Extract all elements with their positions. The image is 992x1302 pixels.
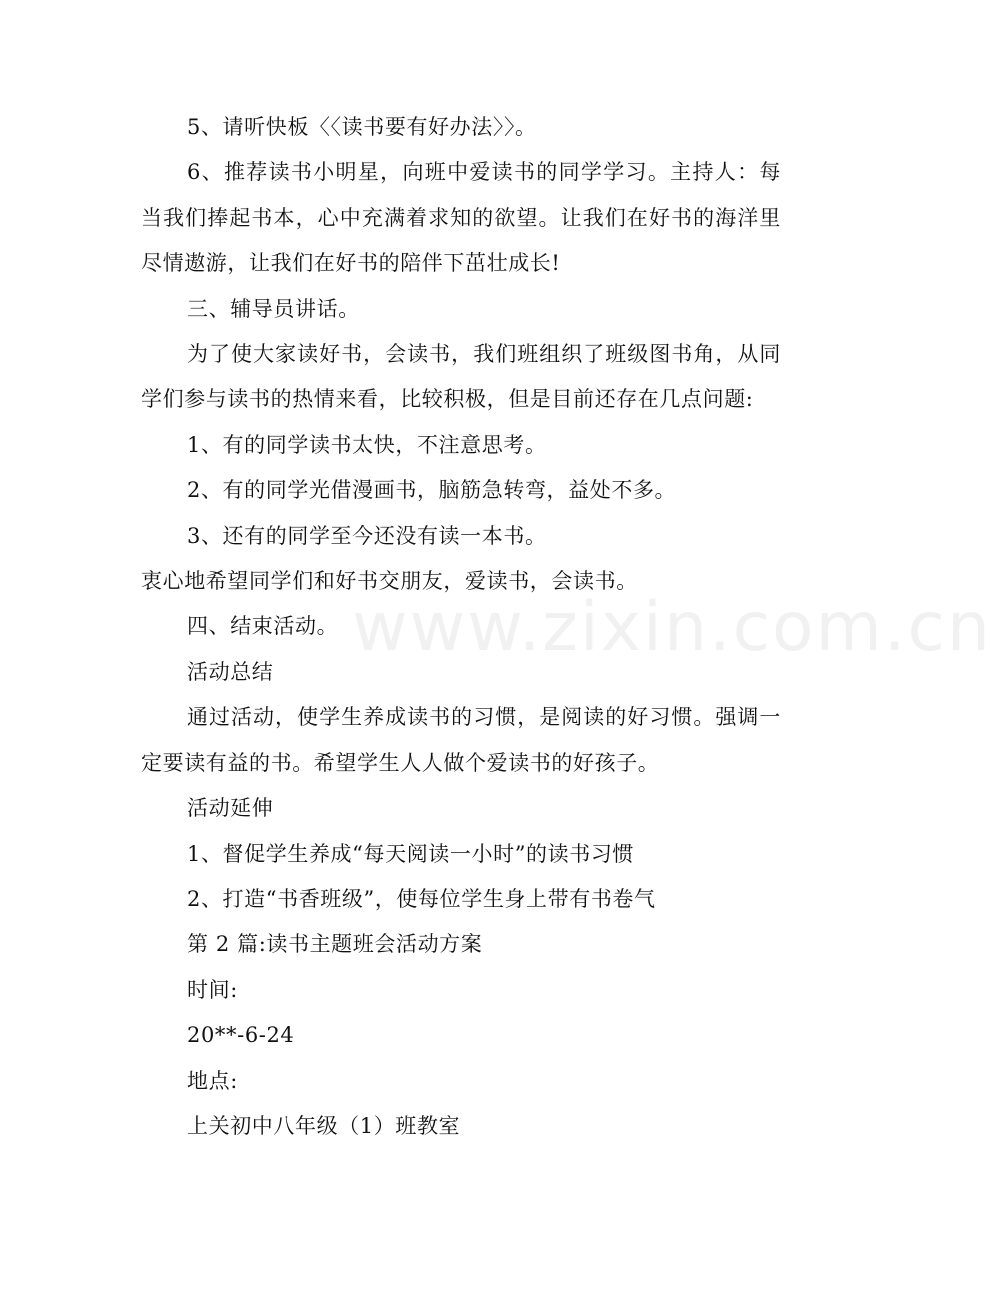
location-label: 地点: (187, 1068, 238, 1093)
section-heading-4: 四、结束活动。 (187, 614, 339, 639)
problem-item-3: 3、还有的同学至今还没有读一本书。 (187, 523, 547, 548)
document-body (141, 105, 781, 1149)
activity-extension-heading: 活动延伸 (187, 796, 274, 821)
extension-item-2: 2、打造“书香班级”，使每位学生身上带有书卷气 (187, 886, 656, 911)
time-label: 时间: (187, 977, 238, 1002)
section-heading-3: 三、辅导员讲话。 (187, 296, 360, 321)
paragraph-hope: 衷心地希望同学们和好书交朋友，爱读书，会读书。 (141, 569, 638, 594)
chapter-title: 第 2 篇:读书主题班会活动方案 (187, 932, 483, 957)
location-value: 上关初中八年级（1）班教室 (187, 1113, 461, 1138)
paragraph-item-5: 5、请听快板〈〈读书要有好办法〉〉。 (187, 115, 537, 139)
paragraph-counselor-speech: 为了使大家读好书，会读书，我们班组织了班级图书角，从同学们参与读书的热情来看，比较积极，但是目前还存在几点问题: (141, 342, 781, 412)
extension-item-1: 1、督促学生养成“每天阅读一小时”的读书习惯 (187, 841, 635, 866)
watermark: www.zixin.com.cn (352, 588, 992, 667)
problem-item-1: 1、有的同学读书太快，不注意思考。 (187, 432, 547, 457)
date-value: 20**-6-24 (187, 1023, 295, 1048)
paragraph-item-6: 6、推荐读书小明星，向班中爱读书的同学学习。主持人：每当我们捧起书本，心中充满着求知的欲望。让我们在好书的海洋里尽情遨游，让我们在好书的陪伴下茁壮成长! (141, 160, 781, 276)
problem-item-2: 2、有的同学光借漫画书，脑筋急转弯，益处不多。 (187, 478, 677, 503)
activity-summary-text: 通过活动，使学生养成读书的习惯，是阅读的好习惯。强调一定要读有益的书。希望学生人人做个爱读书的好孩子。 (141, 705, 781, 775)
activity-summary-heading: 活动总结 (187, 659, 274, 684)
